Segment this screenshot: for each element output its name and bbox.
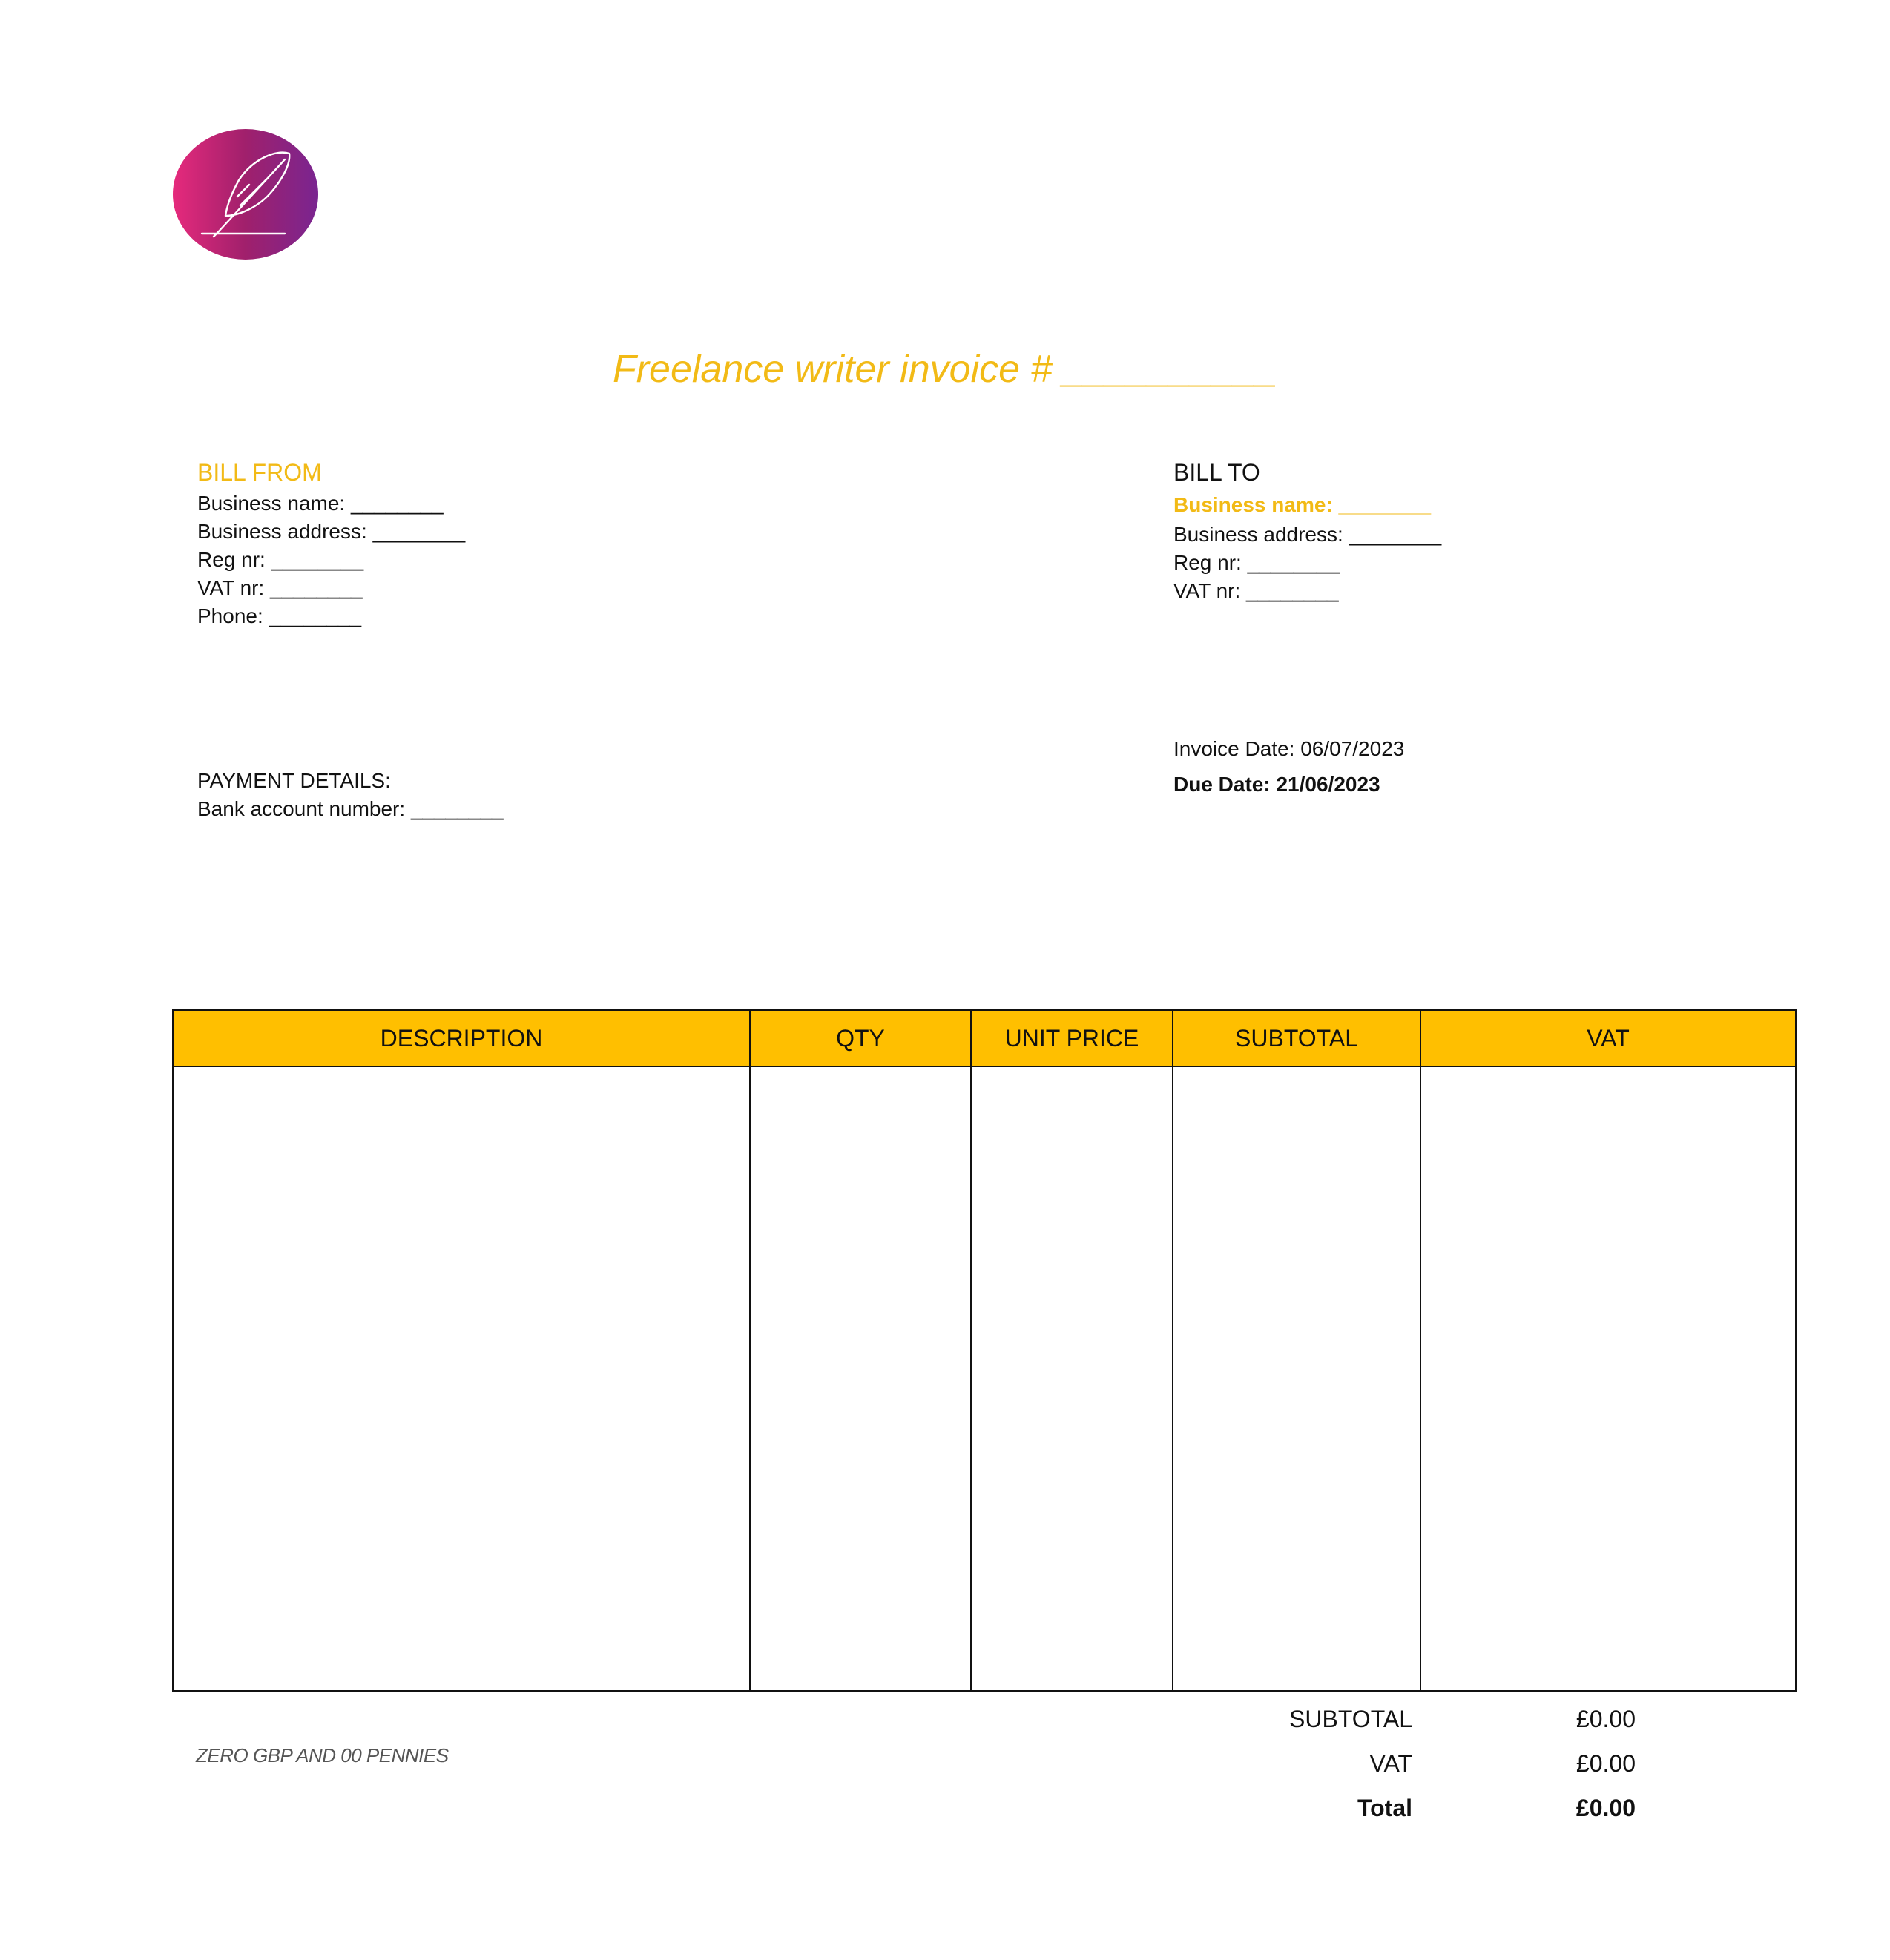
bill-from-block bbox=[197, 455, 465, 630]
column-divider bbox=[1420, 1011, 1421, 1690]
subtotal-value: £0.00 bbox=[1575, 1706, 1636, 1732]
payment-details-heading: PAYMENT DETAILS: bbox=[197, 769, 391, 792]
bill-to-block bbox=[1173, 455, 1441, 605]
total-label: Total bbox=[1357, 1795, 1412, 1821]
payment-details-block bbox=[197, 767, 504, 823]
dates-block bbox=[1173, 731, 1404, 802]
bank-account-number: Bank account number: ________ bbox=[197, 797, 504, 820]
total-value: £0.00 bbox=[1575, 1795, 1636, 1821]
amount-in-words: ZERO GBP AND 00 PENNIES bbox=[196, 1744, 449, 1766]
column-divider bbox=[970, 1011, 972, 1690]
column-divider bbox=[1172, 1011, 1173, 1690]
bill-to-vat-nr: VAT nr: ________ bbox=[1173, 579, 1339, 602]
line-items-table bbox=[172, 1009, 1797, 1692]
due-date: Due Date: 21/06/2023 bbox=[1173, 773, 1380, 796]
company-logo bbox=[172, 128, 319, 260]
bill-from-reg-nr: Reg nr: ________ bbox=[197, 548, 364, 571]
column-header-description: DESCRIPTION bbox=[380, 1025, 543, 1052]
vat-value: £0.00 bbox=[1575, 1750, 1636, 1777]
column-divider bbox=[749, 1011, 751, 1690]
invoice-date: Invoice Date: 06/07/2023 bbox=[1173, 737, 1405, 760]
bill-from-vat-nr: VAT nr: ________ bbox=[197, 576, 363, 599]
bill-from-business-address: Business address: ________ bbox=[197, 520, 466, 543]
bill-to-business-address: Business address: ________ bbox=[1173, 523, 1442, 546]
bill-from-business-name: Business name: ________ bbox=[197, 492, 444, 515]
vat-label: VAT bbox=[1369, 1750, 1412, 1777]
column-header-vat: VAT bbox=[1587, 1025, 1630, 1052]
column-header-unit-price: UNIT PRICE bbox=[1004, 1025, 1139, 1052]
bill-from-phone: Phone: ________ bbox=[197, 604, 362, 627]
column-header-qty: QTY bbox=[836, 1025, 885, 1052]
subtotal-label: SUBTOTAL bbox=[1289, 1706, 1412, 1732]
bill-from-heading: BILL FROM bbox=[197, 459, 322, 486]
bill-to-business-name: Business name: ________ bbox=[1173, 493, 1432, 516]
bill-to-reg-nr: Reg nr: ________ bbox=[1173, 551, 1340, 574]
column-header-subtotal: SUBTOTAL bbox=[1235, 1025, 1358, 1052]
table-header bbox=[174, 1011, 1795, 1067]
bill-to-heading: BILL TO bbox=[1173, 459, 1260, 486]
invoice-title: Freelance writer invoice # __________ bbox=[612, 348, 1278, 391]
